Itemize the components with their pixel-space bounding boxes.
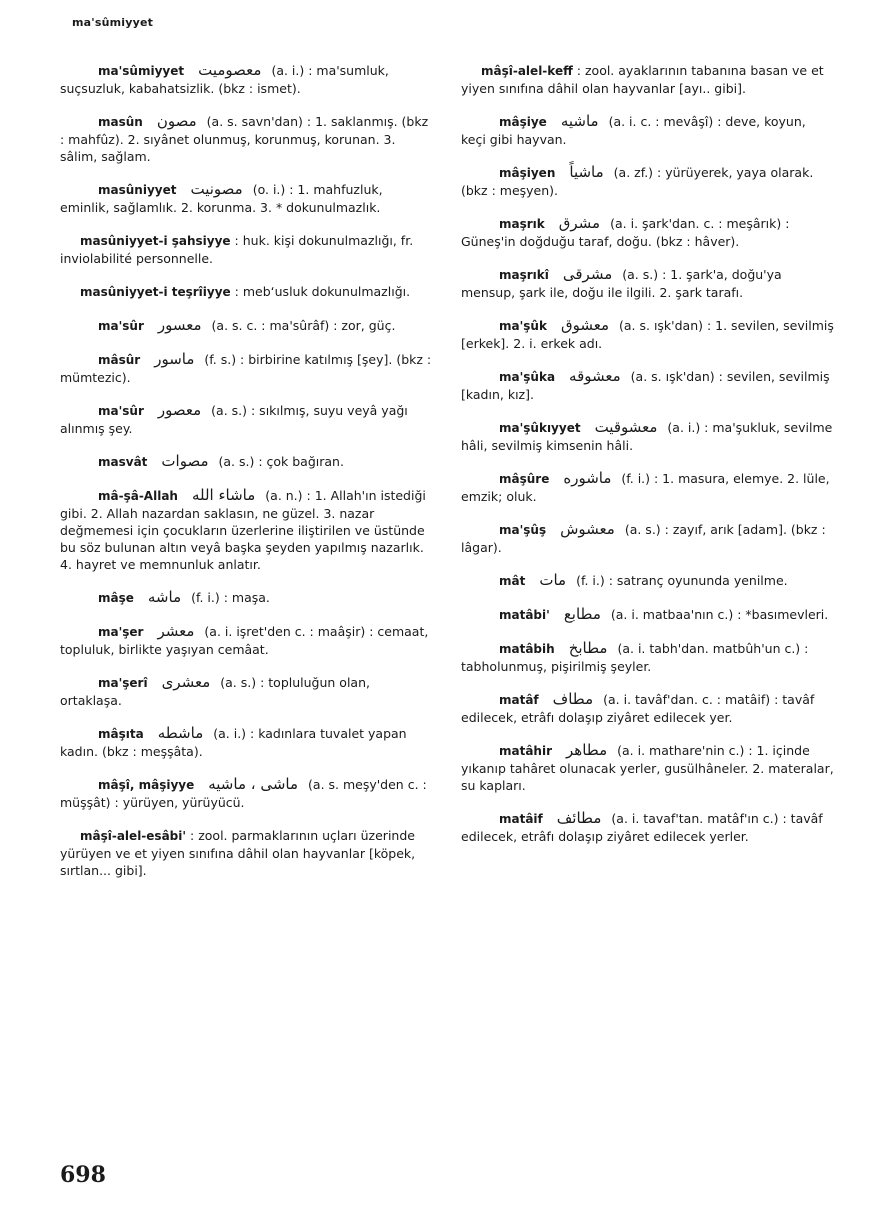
dictionary-entry [60,623,433,658]
dictionary-entry [461,113,834,148]
entry-arabic-script: ماشطه [157,724,204,742]
dictionary-entry [461,606,834,624]
entry-headword: ma'şûş [499,523,547,537]
dictionary-entry [461,368,834,403]
entry-headword: matâf [499,693,539,707]
dictionary-entry [461,521,834,556]
entry-definition: (a. s. ışk'dan) : 1. sevilen, sevilmiş [erkek]. 2. i. erkek adı. [461,318,834,351]
entry-definition: (f. s.) : birbirine katılmış [şey]. (bkz : mümtezic). [60,352,432,385]
entry-arabic-script: مطاف [552,690,594,708]
dictionary-entry [461,572,834,590]
dictionary-entry [461,691,834,726]
entry-headword: masûniyyet-i şahsiyye [80,234,231,248]
entry-headword: ma'şûk [499,319,547,333]
entry-definition: (a. n.) : 1. Allah'ın istediği gibi. 2. Allah nazardan saklasın, ne güzel. 3. nazar değmemesi için çocukların üzerlerine iliştirilen ve üstünde bu söz bulunan altın veyâ başka şeyden yapılmış nazarlık. 4. hayret ve memnunluk anlatır. [60,488,426,572]
entry-headword: mâşî-alel-keff [481,64,573,78]
entry-arabic-script: مطائف [556,809,602,827]
dictionary-entry [461,317,834,352]
dictionary-entry [60,487,433,573]
entry-definition: : huk. kişi dokunulmazlığı, fr. inviolabilité personnelle. [60,233,414,266]
entry-definition: : mebʻusluk dokunulmazlığı. [234,284,411,299]
entry-definition: (a. i. matbaa'nın c.) : *basımevleri. [610,607,829,622]
entry-arabic-script: معصوميت [198,61,262,79]
entry-definition: (a. i. tabh'dan. matbûh'un c.) : tabholunmuş, pişirilmiş şeyler. [461,641,809,674]
dictionary-entry [461,266,834,301]
entry-arabic-script: معشرى [161,673,211,691]
entry-arabic-script: مصوات [161,452,209,470]
entry-headword: ma'şer [98,625,144,639]
dictionary-entry [461,419,834,454]
entry-definition: (f. i.) : 1. masura, elemye. 2. lüle, emzik; oluk. [461,471,830,504]
dictionary-entry [60,351,433,386]
entry-headword: mâşıta [98,727,144,741]
entry-definition: (a. s. meşy'den c. : müşşât) : yürüyen, yürüyücü. [60,777,427,810]
entry-definition: (a. s. c. : ma'sûrâf) : zor, güç. [211,318,396,333]
entry-definition: (f. i.) : maşa. [191,590,270,605]
running-head: ma'sûmiyyet [72,16,154,29]
entry-definition: : zool. parmaklarının uçları üzerinde yürüyen ve et yiyen sınıfına dâhil olan hayvanlar [köpek, sırtlan... gibi]. [60,828,416,878]
entry-headword: ma'şûka [499,370,556,384]
entry-definition: (a. s. savn'dan) : 1. saklanmış. (bkz : mahfûz). 2. sıyânet olunmuş, korunmuş, korunan. 3. sâlim, sağlam. [60,114,429,164]
entry-arabic-script: مات [539,571,567,589]
entry-arabic-script: معشر [157,622,195,640]
entry-headword: masvât [98,455,148,469]
entry-arabic-script: مشرقى [562,265,613,283]
entry-headword: ma'sûr [98,404,144,418]
dictionary-entry [60,827,433,879]
dictionary-entry [60,62,433,97]
entry-arabic-script: معشوق [560,316,609,334]
entry-definition: (a. s. ışk'dan) : sevilen, sevilmiş [kadın, kız]. [461,369,830,402]
entry-arabic-script: معشوقه [569,367,621,385]
entry-definition: (a. s.) : 1. şark'a, doğu'ya mensup, şark ile, doğu ile ilgili. 2. şark tarafı. [461,267,782,300]
entry-definition: (f. i.) : satranç oyununda yenilme. [576,573,788,588]
entry-headword: maşrık [499,217,545,231]
entry-headword: mâşî-alel-esâbi' [80,829,187,843]
dictionary-entry [60,453,433,471]
entry-arabic-script: ماشياً [569,163,604,181]
dictionary-entry [60,317,433,335]
entry-definition: (a. i. işret'den c. : maâşir) : cemaat, topluluk, birlikte yaşıyan cemâat. [60,624,429,657]
entry-arabic-script: مطاهر [566,741,608,759]
entry-headword: mâsûr [98,353,141,367]
entry-arabic-script: ماشيه [560,112,599,130]
entry-definition: (a. i. tavâf'dan. c. : matâif) : tavâf edilecek, etrâfı dolaşıp ziyâret edilecek yer. [461,692,815,725]
entry-headword: mâşî, mâşiyye [98,778,195,792]
entry-headword: mâşiyen [499,166,556,180]
right-column [461,62,834,861]
page-number: 698 [60,1162,106,1188]
entry-arabic-script: معصور [157,401,202,419]
entry-arabic-script: ماشاء الله [191,486,256,504]
entry-headword: mâ-şâ-Allah [98,489,178,503]
entry-headword: mât [499,574,526,588]
entry-definition: (a. i.) : ma'sumluk, suçsuzluk, kabahatsizlik. (bkz : ismet). [60,63,389,96]
dictionary-entry [60,776,433,811]
entry-headword: matâhir [499,744,553,758]
entry-definition: (a. s.) : zayıf, arık [adam]. (bkz : lâgar). [461,522,826,555]
entry-headword: matâbih [499,642,555,656]
dictionary-entry [461,164,834,199]
entry-arabic-script: معشوقيت [594,418,658,436]
entry-definition: (a. i.) : kadınlara tuvalet yapan kadın. (bkz : meşşâta). [60,726,407,759]
dictionary-entry [461,640,834,675]
dictionary-entry [60,725,433,760]
entry-arabic-script: مطابع [563,605,601,623]
entry-definition: (a. zf.) : yürüyerek, yaya olarak. (bkz : meşyen). [461,165,814,198]
entry-definition: (a. s.) : topluluğun olan, ortaklaşa. [60,675,370,708]
entry-arabic-script: مطابخ [568,639,608,657]
entry-definition: : zool. ayaklarının tabanına basan ve et yiyen sınıfına dâhil olan hayvanlar [ayı.. gibi]. [461,63,824,96]
entry-definition: (a. i. c. : mevâşî) : deve, koyun, keçi gibi hayvan. [461,114,806,147]
entry-headword: matâif [499,812,543,826]
entry-definition: (a. i. tavaf'tan. matâf'ın c.) : tavâf edilecek, etrâfı dolaşıp ziyâret edilecek yerler. [461,811,823,844]
entry-definition: (a. i.) : ma'şukluk, sevilme hâli, sevilmiş kimsenin hâli. [461,420,833,453]
entry-arabic-script: ماشوره [563,469,612,487]
entry-definition: (a. i. mathare'nin c.) : 1. içinde yıkanıp tahâret olunacak yerler, gusülhâneler. 2. materalar, su kapları. [461,743,834,793]
entry-headword: masûniyyet [98,183,177,197]
entry-definition: (a. s.) : çok bağıran. [218,454,344,469]
entry-headword: ma'sûr [98,319,144,333]
entry-definition: (a. i. şark'dan. c. : meşârık) : Güneş'in doğduğu taraf, doğu. (bkz : hâver). [461,216,790,249]
entry-headword: mâşe [98,591,134,605]
dictionary-entry [60,674,433,709]
left-column [60,62,433,895]
entry-headword: masûniyyet-i teşrîiyye [80,285,231,299]
dictionary-entry [60,113,433,165]
entry-headword: ma'şerî [98,676,148,690]
entry-arabic-script: معسور [157,316,202,334]
entry-headword: ma'şûkıyyet [499,421,581,435]
entry-arabic-script: ماشى ، ماشيه [208,775,299,793]
dictionary-entry [461,742,834,794]
entry-arabic-script: ماسور [154,350,195,368]
entry-headword: ma'sûmiyyet [98,64,185,78]
dictionary-entry [60,589,433,607]
entry-headword: mâşiye [499,115,547,129]
entry-headword: maşrıkî [499,268,549,282]
dictionary-entry [461,810,834,845]
entry-definition: (a. s.) : sıkılmış, suyu veyâ yağı alınmış şey. [60,403,408,436]
entry-arabic-script: مصون [156,112,197,130]
entry-arabic-script: مصونيت [190,180,243,198]
dictionary-entry [60,283,433,301]
entry-headword: matâbi' [499,608,550,622]
dictionary-entry [461,62,834,97]
dictionary-entry [60,402,433,437]
entry-definition: (o. i.) : 1. mahfuzluk, eminlik, sağlamlık. 2. korunma. 3. * dokunulmazlık. [60,182,383,215]
entry-arabic-script: مشرق [558,214,601,232]
entry-arabic-script: ماشه [147,588,182,606]
entry-arabic-script: معشوش [560,520,615,538]
entry-headword: mâşûre [499,472,550,486]
entry-headword: masûn [98,115,143,129]
dictionary-entry [461,215,834,250]
dictionary-entry [60,232,433,267]
dictionary-entry [60,181,433,216]
dictionary-entry [461,470,834,505]
